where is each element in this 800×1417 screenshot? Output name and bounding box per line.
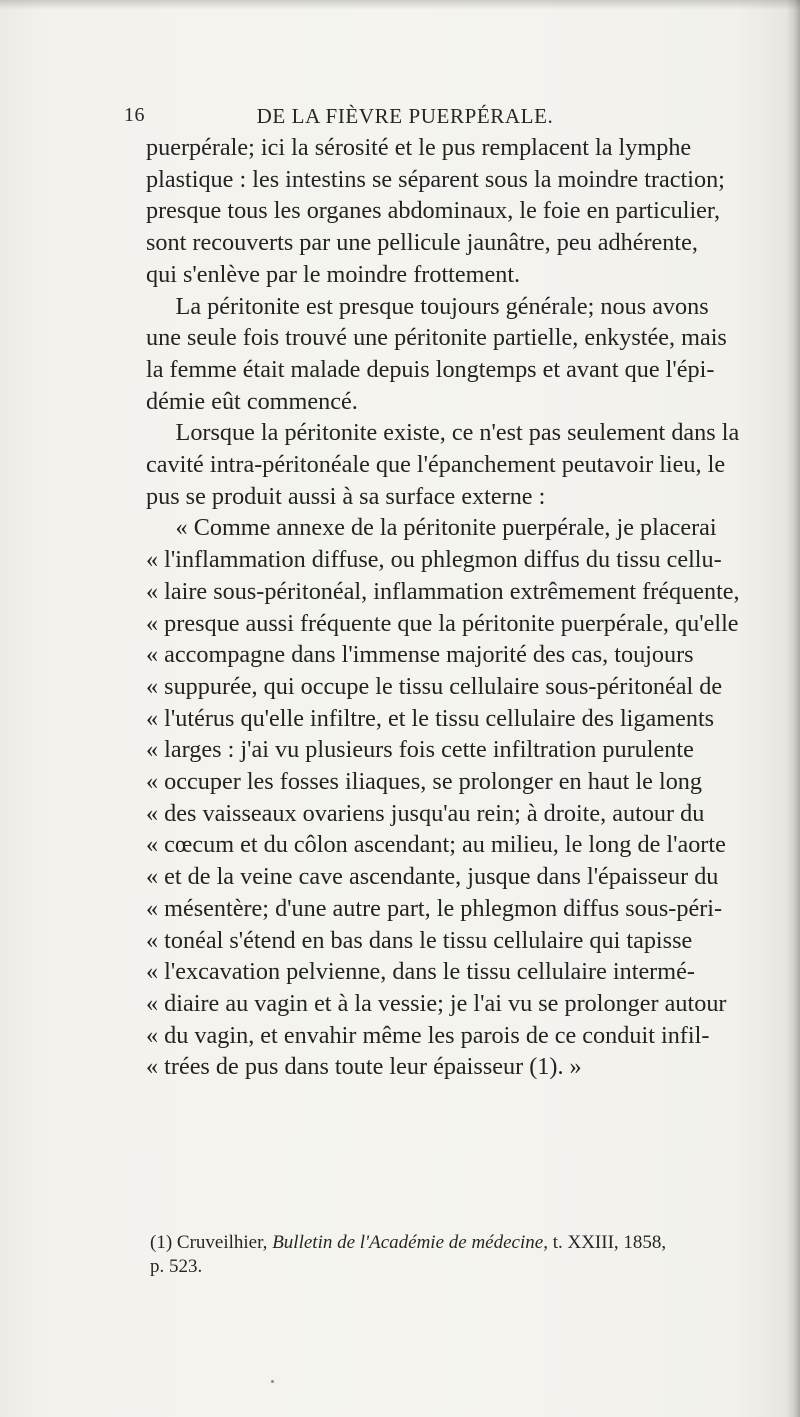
text-line: démie eût commencé. (146, 387, 358, 415)
text-line: « laire sous-péritonéal, inflammation extrêmement fréquente, (146, 577, 740, 605)
text-line: « mésentère; d'une autre part, le phlegmon diffus sous-péri- (146, 894, 723, 922)
text-line: « trées de pus dans toute leur épaisseur (1). » (146, 1053, 582, 1081)
footnote-suffix: , t. XXIII, 1858, (543, 1232, 667, 1253)
page-header (124, 104, 686, 134)
text-line: qui s'enlève par le moindre frottement. (146, 260, 521, 288)
text-line: plastique : les intestins se séparent sous la moindre traction; (146, 165, 725, 193)
text-line: puerpérale; ici la sérosité et le pus remplacent la lymphe (146, 134, 692, 161)
text-line: La péritonite est presque toujours générale; nous avons (175, 292, 709, 320)
paper-speck (271, 1380, 274, 1383)
footnote-line-1 (150, 1231, 780, 1255)
text-line: « des vaisseaux ovariens jusqu'au rein; à droite, autour du (146, 799, 705, 827)
text-line: Lorsque la péritonite existe, ce n'est pas seulement dans la (175, 419, 740, 447)
text-line: cavité intra-péritonéale que l'épanchement peutavoir lieu, le (146, 451, 726, 479)
page-number: 16 (124, 104, 145, 126)
text-line: « suppurée, qui occupe le tissu cellulaire sous-péritonéal de (146, 672, 723, 700)
footnote (150, 1231, 780, 1279)
page-top-shadow (0, 0, 800, 10)
text-line: « et de la veine cave ascendante, jusque dans l'épaisseur du (146, 863, 719, 891)
text-line: « accompagne dans l'immense majorité des cas, toujours (146, 641, 694, 669)
text-line: une seule fois trouvé une péritonite partielle, enkystée, mais (146, 324, 727, 352)
text-line: « diaire au vagin et à la vessie; je l'ai vu se prolonger autour (146, 989, 727, 1017)
text-line: la femme était malade depuis longtemps et avant que l'épi- (146, 355, 715, 383)
text-line: « occuper les fosses iliaques, se prolonger en haut le long (146, 768, 703, 796)
body-text (146, 132, 786, 1083)
text-line: sont recouverts par une pellicule jaunâtre, peu adhérente, (146, 229, 698, 257)
footnote-line-2: p. 523. (150, 1256, 203, 1277)
running-title: DE LA FIÈVRE PUERPÉRALE. (256, 104, 554, 128)
text-line: « larges : j'ai vu plusieurs fois cette infiltration purulente (146, 736, 694, 764)
footnote-prefix: (1) Cruveilhier, (150, 1232, 273, 1253)
text-line: « l'inflammation diffuse, ou phlegmon diffus du tissu cellu- (146, 546, 722, 574)
text-line: « cœcum et du côlon ascendant; au milieu, le long de l'aorte (146, 831, 726, 859)
text-line: « tonéal s'étend en bas dans le tissu cellulaire qui tapisse (146, 926, 693, 954)
text-line: « l'excavation pelvienne, dans le tissu cellulaire intermé- (146, 958, 695, 986)
text-line: « Comme annexe de la péritonite puerpérale, je placerai (175, 514, 717, 542)
text-line: presque tous les organes abdominaux, le foie en particulier, (146, 197, 721, 225)
text-line: pus se produit aussi à sa surface externe : (146, 482, 546, 510)
text-line: « du vagin, et envahir même les parois de ce conduit infil- (146, 1021, 710, 1049)
text-line: « l'utérus qu'elle infiltre, et le tissu cellulaire des ligaments (146, 704, 715, 732)
text-line: « presque aussi fréquente que la péritonite puerpérale, qu'elle (146, 609, 739, 637)
page-right-shadow (786, 0, 800, 1417)
footnote-journal: Bulletin de l'Académie de médecine (272, 1232, 544, 1253)
